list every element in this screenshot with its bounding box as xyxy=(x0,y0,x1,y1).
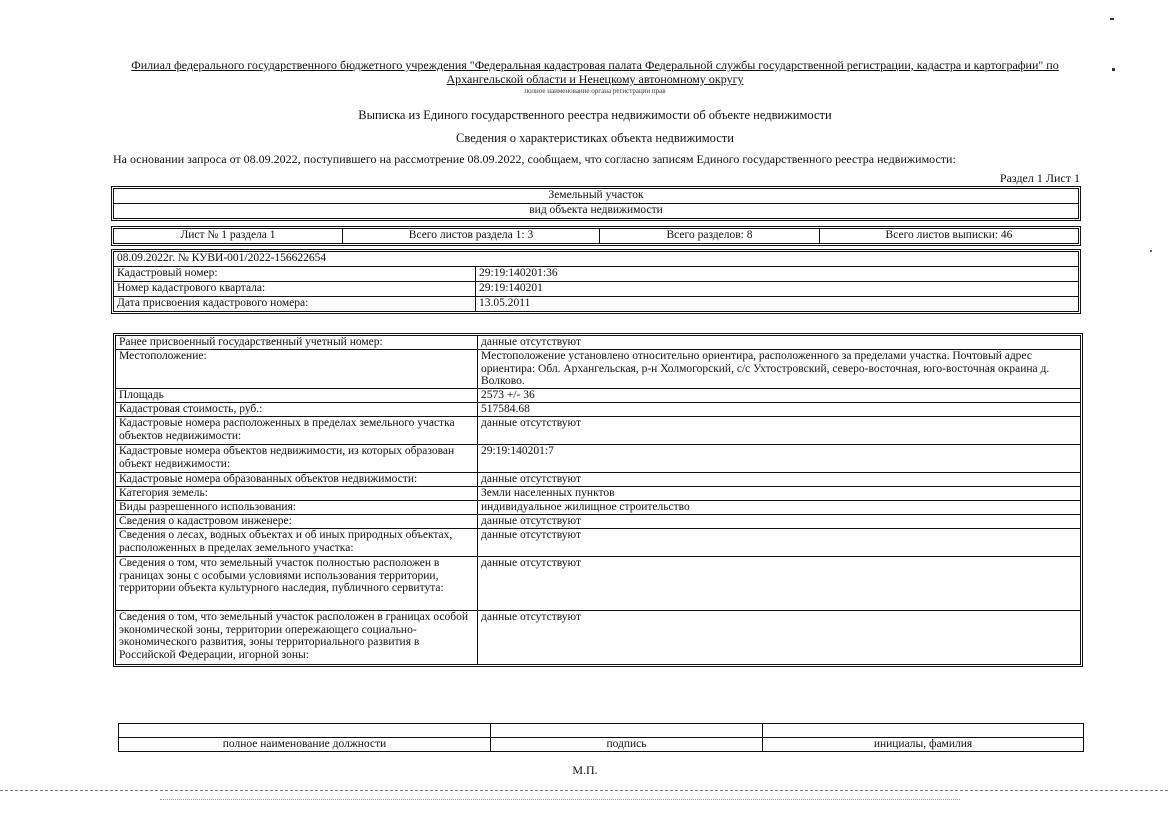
row-value: данные отсутствуют xyxy=(478,473,1081,487)
row-label: Сведения о лесах, водных объектах и об иных природных объектах, расположенных в пределах земельного участка: xyxy=(116,529,478,557)
table-row xyxy=(116,336,1081,350)
scan-edge-dots xyxy=(160,799,960,800)
object-type: Земельный участок xyxy=(114,189,1079,204)
table-row xyxy=(116,501,1081,515)
table-row xyxy=(116,487,1081,501)
table-row xyxy=(116,403,1081,417)
sheets-in-section: Всего листов раздела 1: 3 xyxy=(343,229,600,244)
name-caption: инициалы, фамилия xyxy=(763,738,1084,752)
table-row xyxy=(116,529,1081,557)
row-label: Местоположение: xyxy=(116,350,478,389)
table-row xyxy=(116,350,1081,389)
row-label: Дата присвоения кадастрового номера: xyxy=(114,297,476,312)
signature-field xyxy=(491,724,763,738)
row-value: 13.05.2011 xyxy=(476,297,1079,312)
row-value: данные отсутствуют xyxy=(478,417,1081,445)
table-row xyxy=(116,417,1081,445)
table-row xyxy=(116,611,1081,665)
row-value: данные отсутствуют xyxy=(478,529,1081,557)
organization-caption: полное наименование органа регистрации прав xyxy=(524,87,666,95)
document-title: Выписка из Единого государственного реестра недвижимости об объекте недвижимости xyxy=(358,108,832,122)
signature-table xyxy=(118,723,1084,752)
sheet-number: Лист № 1 раздела 1 xyxy=(114,229,343,244)
position-caption: полное наименование должности xyxy=(119,738,491,752)
row-value: данные отсутствуют xyxy=(478,557,1081,611)
table-row xyxy=(116,557,1081,611)
table-row xyxy=(116,473,1081,487)
row-label: Кадастровые номера образованных объектов недвижимости: xyxy=(116,473,478,487)
row-value: 2573 +/- 36 xyxy=(478,389,1081,403)
row-label: Номер кадастрового квартала: xyxy=(114,282,476,297)
row-value: данные отсутствуют xyxy=(478,611,1081,665)
row-label: Кадастровый номер: xyxy=(114,267,476,282)
scan-edge-line xyxy=(0,790,1168,791)
document-subtitle: Сведения о характеристиках объекта недвижимости xyxy=(456,131,734,145)
row-value: 517584.68 xyxy=(478,403,1081,417)
intro-text: На основании запроса от 08.09.2022, поступившего на рассмотрение 08.09.2022, сообщаем, что согласно записям Единого государственного реестра недвижимости: xyxy=(113,152,956,166)
row-value: 29:19:140201 xyxy=(476,282,1079,297)
object-type-caption: вид объекта недвижимости xyxy=(114,204,1079,219)
sections-total: Всего разделов: 8 xyxy=(600,229,820,244)
row-value: Земли населенных пунктов xyxy=(478,487,1081,501)
table-row xyxy=(116,389,1081,403)
row-value: данные отсутствуют xyxy=(478,515,1081,529)
row-label: Сведения о том, что земельный участок полностью расположен в границах зоны с особыми условиями использования территории, территории объекта культурного наследия, публичного сервитута: xyxy=(116,557,478,611)
row-label: Кадастровые номера объектов недвижимости, из которых образован объект недвижимости: xyxy=(116,445,478,473)
row-value: Местоположение установлено относительно ориентира, расположенного за пределами участка. Почтовый адрес ориентира: Обл. Архангельская, р-н Холмогорский, с/с Ухтостровский, северо-восточная, юго-восточная окраина д. Волково. xyxy=(478,350,1081,389)
row-label: Сведения о кадастровом инженере: xyxy=(116,515,478,529)
basic-info-table xyxy=(113,251,1079,312)
stamp-place: М.П. xyxy=(572,763,598,777)
row-label: Категория земель: xyxy=(116,487,478,501)
document-id: 08.09.2022г. № КУВИ-001/2022-156622654 xyxy=(114,252,1079,267)
sheets-total: Всего листов выписки: 46 xyxy=(820,229,1079,244)
details-table xyxy=(115,335,1081,665)
scan-speck xyxy=(1110,18,1114,20)
position-field xyxy=(119,724,491,738)
row-value: 29:19:140201:7 xyxy=(478,445,1081,473)
organization-name: Филиал федерального государственного бюджетного учреждения "Федеральная кадастровая палата Федеральной службы государственной регистрации, кадастра и картографии" по Архангельской области и Ненецкому автономному округу xyxy=(131,58,1059,86)
table-row xyxy=(114,282,1079,297)
row-label: Кадастровая стоимость, руб.: xyxy=(116,403,478,417)
sheet-info-table xyxy=(113,228,1079,244)
row-label: Площадь xyxy=(116,389,478,403)
section-label: Раздел 1 Лист 1 xyxy=(999,171,1080,185)
scan-speck xyxy=(1150,250,1152,252)
table-row xyxy=(114,267,1079,282)
table-row xyxy=(114,297,1079,312)
row-value: 29:19:140201:36 xyxy=(476,267,1079,282)
row-label: Виды разрешенного использования: xyxy=(116,501,478,515)
table-row xyxy=(116,445,1081,473)
row-label: Сведения о том, что земельный участок расположен в границах особой экономической зоны, территории опережающего социально-экономического развития, зоны территориального развития в Российской Федерации, игорной зоны: xyxy=(116,611,478,665)
name-field xyxy=(763,724,1084,738)
row-label: Кадастровые номера расположенных в пределах земельного участка объектов недвижимости: xyxy=(116,417,478,445)
signature-caption: подпись xyxy=(491,738,763,752)
scan-speck xyxy=(1112,68,1115,71)
object-type-table xyxy=(113,188,1079,219)
row-value: данные отсутствуют xyxy=(478,336,1081,350)
table-row xyxy=(116,515,1081,529)
row-value: индивидуальное жилищное строительство xyxy=(478,501,1081,515)
row-label: Ранее присвоенный государственный учетный номер: xyxy=(116,336,478,350)
